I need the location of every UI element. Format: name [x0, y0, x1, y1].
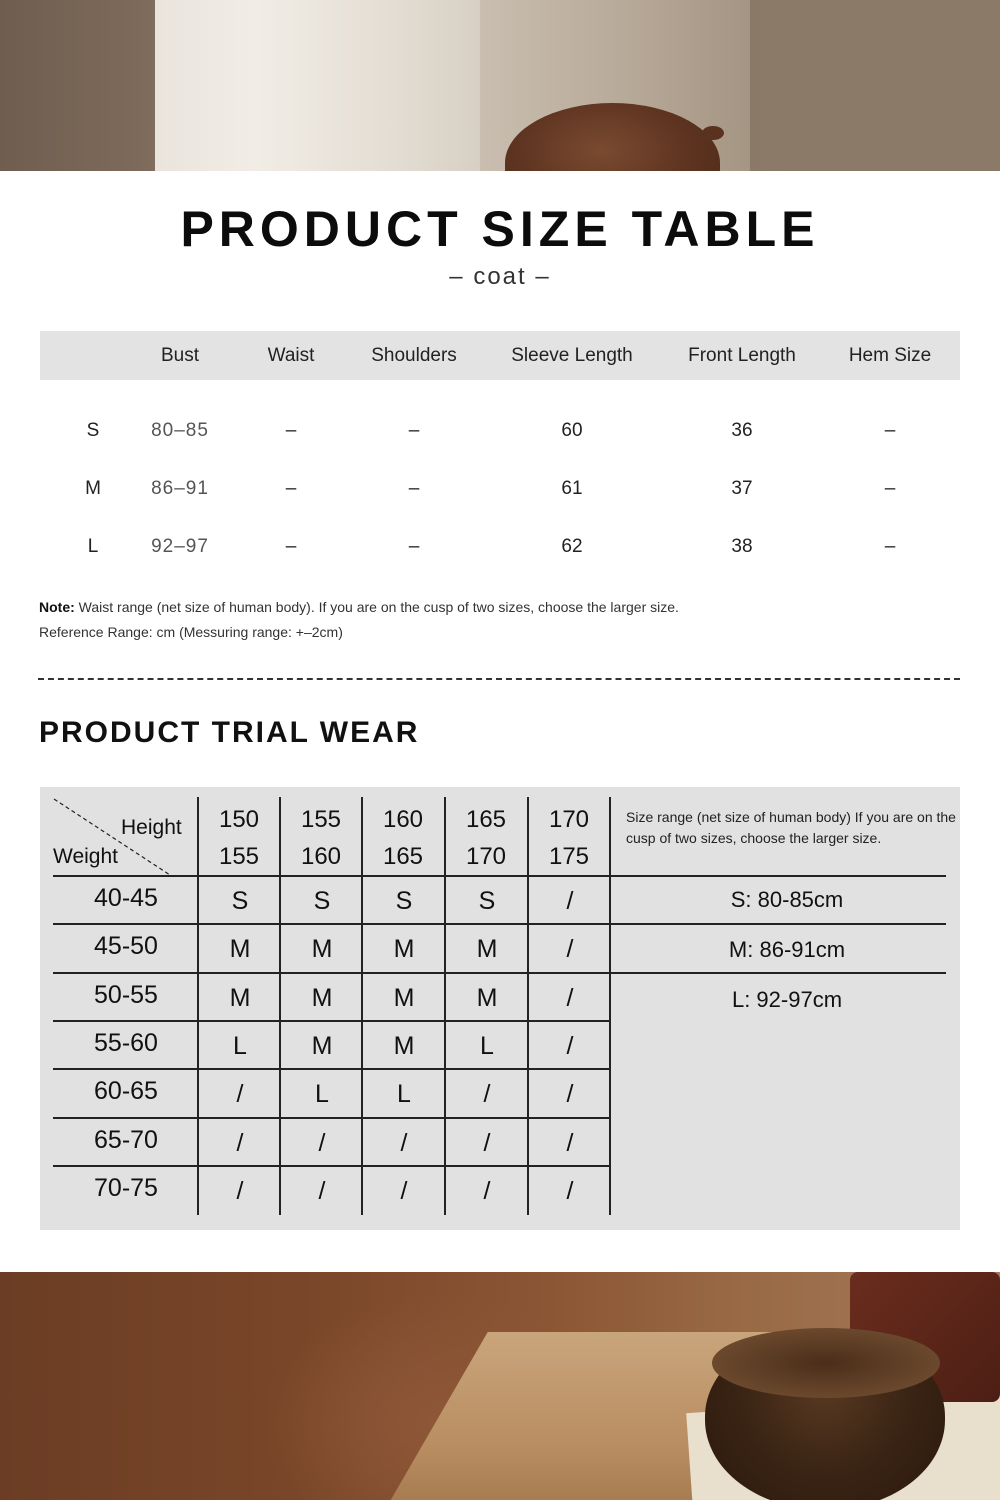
weight-range-label: 65-70 [94, 1125, 158, 1154]
column-header-waist: Waist [267, 345, 315, 366]
recommended-size-cell: M [476, 983, 498, 1012]
height-max: 175 [548, 843, 590, 870]
recommended-size-cell: / [566, 935, 574, 964]
height-max: 160 [300, 843, 342, 870]
dashed-divider [38, 678, 960, 680]
recommended-size-cell: M [311, 983, 333, 1012]
trial-section-title: PRODUCT TRIAL WEAR [39, 716, 420, 749]
recommended-size-cell: M [311, 935, 333, 964]
recommended-size-cell: S [395, 887, 413, 915]
height-range-header [362, 801, 444, 875]
weight-range-label: 40-45 [94, 884, 158, 912]
height-range-header [280, 801, 362, 875]
size-table-cell: 92–97 [151, 536, 209, 557]
height-min: 155 [300, 806, 342, 833]
recommended-size-cell: / [566, 983, 574, 1012]
size-table-cell: 61 [561, 478, 583, 499]
recommended-size-cell: S [478, 887, 496, 915]
recommended-size-cell: / [566, 1080, 574, 1109]
page-title: PRODUCT SIZE TABLE [180, 201, 820, 257]
height-range-header [198, 801, 280, 875]
recommended-size-cell: L [315, 1080, 329, 1109]
recommended-size-cell: / [483, 1176, 491, 1205]
bottom-product-photo [0, 1272, 1000, 1500]
recommended-size-cell: M [393, 935, 415, 964]
recommended-size-cell: M [229, 983, 251, 1012]
corner-height-label: Height [121, 816, 182, 839]
size-table-cell: – [884, 420, 896, 441]
recommended-size-cell: / [566, 1128, 574, 1157]
height-max: 170 [465, 843, 507, 870]
range-s: S: 80-85cm [730, 887, 844, 912]
recommended-size-cell: / [566, 1176, 574, 1205]
note-label: Note: [39, 599, 75, 615]
recommended-size-cell: M [311, 1031, 333, 1060]
note-line-2: Reference Range: cm (Messuring range: +–2cm) [39, 624, 343, 640]
size-label: S [86, 420, 100, 441]
recommended-size-cell: / [566, 1031, 574, 1060]
height-min: 160 [382, 806, 424, 833]
note-text [39, 595, 679, 645]
size-label: L [87, 536, 99, 557]
recommended-size-cell: L [233, 1031, 247, 1060]
recommended-size-cell: / [400, 1128, 408, 1157]
recommended-size-cell: / [483, 1080, 491, 1109]
recommended-size-cell: L [397, 1080, 411, 1109]
weight-range-label: 70-75 [94, 1173, 158, 1202]
recommended-size-cell: S [231, 887, 249, 915]
recommended-size-cell: M [393, 983, 415, 1012]
recommended-size-cell: M [229, 935, 251, 964]
size-table-cell: 62 [561, 536, 583, 557]
size-table-header [40, 331, 960, 380]
page-subtitle: – coat – [449, 263, 551, 290]
recommended-size-cell: S [313, 887, 331, 915]
height-min: 150 [218, 806, 260, 833]
height-max: 165 [382, 843, 424, 870]
recommended-size-cell: / [566, 887, 574, 915]
size-table-cell: 38 [731, 536, 753, 557]
height-max: 155 [218, 843, 260, 870]
height-min: 170 [548, 806, 590, 833]
column-header-sleeve-length: Sleeve Length [511, 345, 633, 366]
size-table-cell: – [285, 478, 297, 499]
recommended-size-cell: / [236, 1080, 244, 1109]
recommended-size-cell: / [483, 1128, 491, 1157]
size-table-cell: – [884, 478, 896, 499]
recommended-size-cell: L [480, 1031, 494, 1060]
size-label: M [85, 478, 101, 499]
beret-tip [702, 126, 724, 140]
size-table-cell: – [285, 536, 297, 557]
size-table-cell: 86–91 [151, 478, 209, 499]
height-min: 165 [465, 806, 507, 833]
size-table-cell: – [884, 536, 896, 557]
weight-range-label: 60-65 [94, 1077, 158, 1106]
coconut-bowl-rim [712, 1328, 940, 1398]
column-header-bust: Bust [160, 345, 200, 366]
size-table-cell: – [408, 536, 420, 557]
size-table-cell: – [408, 478, 420, 499]
range-m: M: 86-91cm [728, 937, 846, 962]
size-table-cell: – [408, 420, 420, 441]
top-product-photo [0, 0, 1000, 171]
height-range-header [528, 801, 610, 875]
weight-range-label: 45-50 [94, 932, 158, 961]
recommended-size-cell: M [476, 935, 498, 964]
size-table-cell: 36 [731, 420, 753, 441]
range-l: L: 92-97cm [731, 987, 843, 1012]
column-header-shoulders: Shoulders [371, 345, 457, 366]
recommended-size-cell: / [318, 1128, 326, 1157]
size-table-cell: – [285, 420, 297, 441]
column-header-hem-size: Hem Size [848, 345, 932, 366]
recommended-size-cell: / [236, 1176, 244, 1205]
recommended-size-cell: / [400, 1176, 408, 1205]
pillar-shape [155, 0, 485, 171]
size-table-cell: 80–85 [151, 420, 209, 441]
column-header-front-length: Front Length [688, 345, 796, 366]
size-range-note: Size range (net size of human body) If you are on the cusp of two sizes, choose the larger size. [626, 809, 956, 846]
recommended-size-cell: / [318, 1176, 326, 1205]
note-line-1: Waist range (net size of human body). If you are on the cusp of two sizes, choose the larger size. [74, 599, 679, 615]
trial-wear-table [40, 787, 960, 1230]
corner-weight-label: Weight [53, 845, 118, 868]
weight-range-label: 55-60 [94, 1028, 158, 1057]
height-range-header [445, 801, 527, 875]
size-table-cell: 37 [731, 478, 753, 499]
weight-range-label: 50-55 [94, 980, 158, 1009]
size-table-cell: 60 [561, 420, 583, 441]
recommended-size-cell: M [393, 1031, 415, 1060]
recommended-size-cell: / [236, 1128, 244, 1157]
